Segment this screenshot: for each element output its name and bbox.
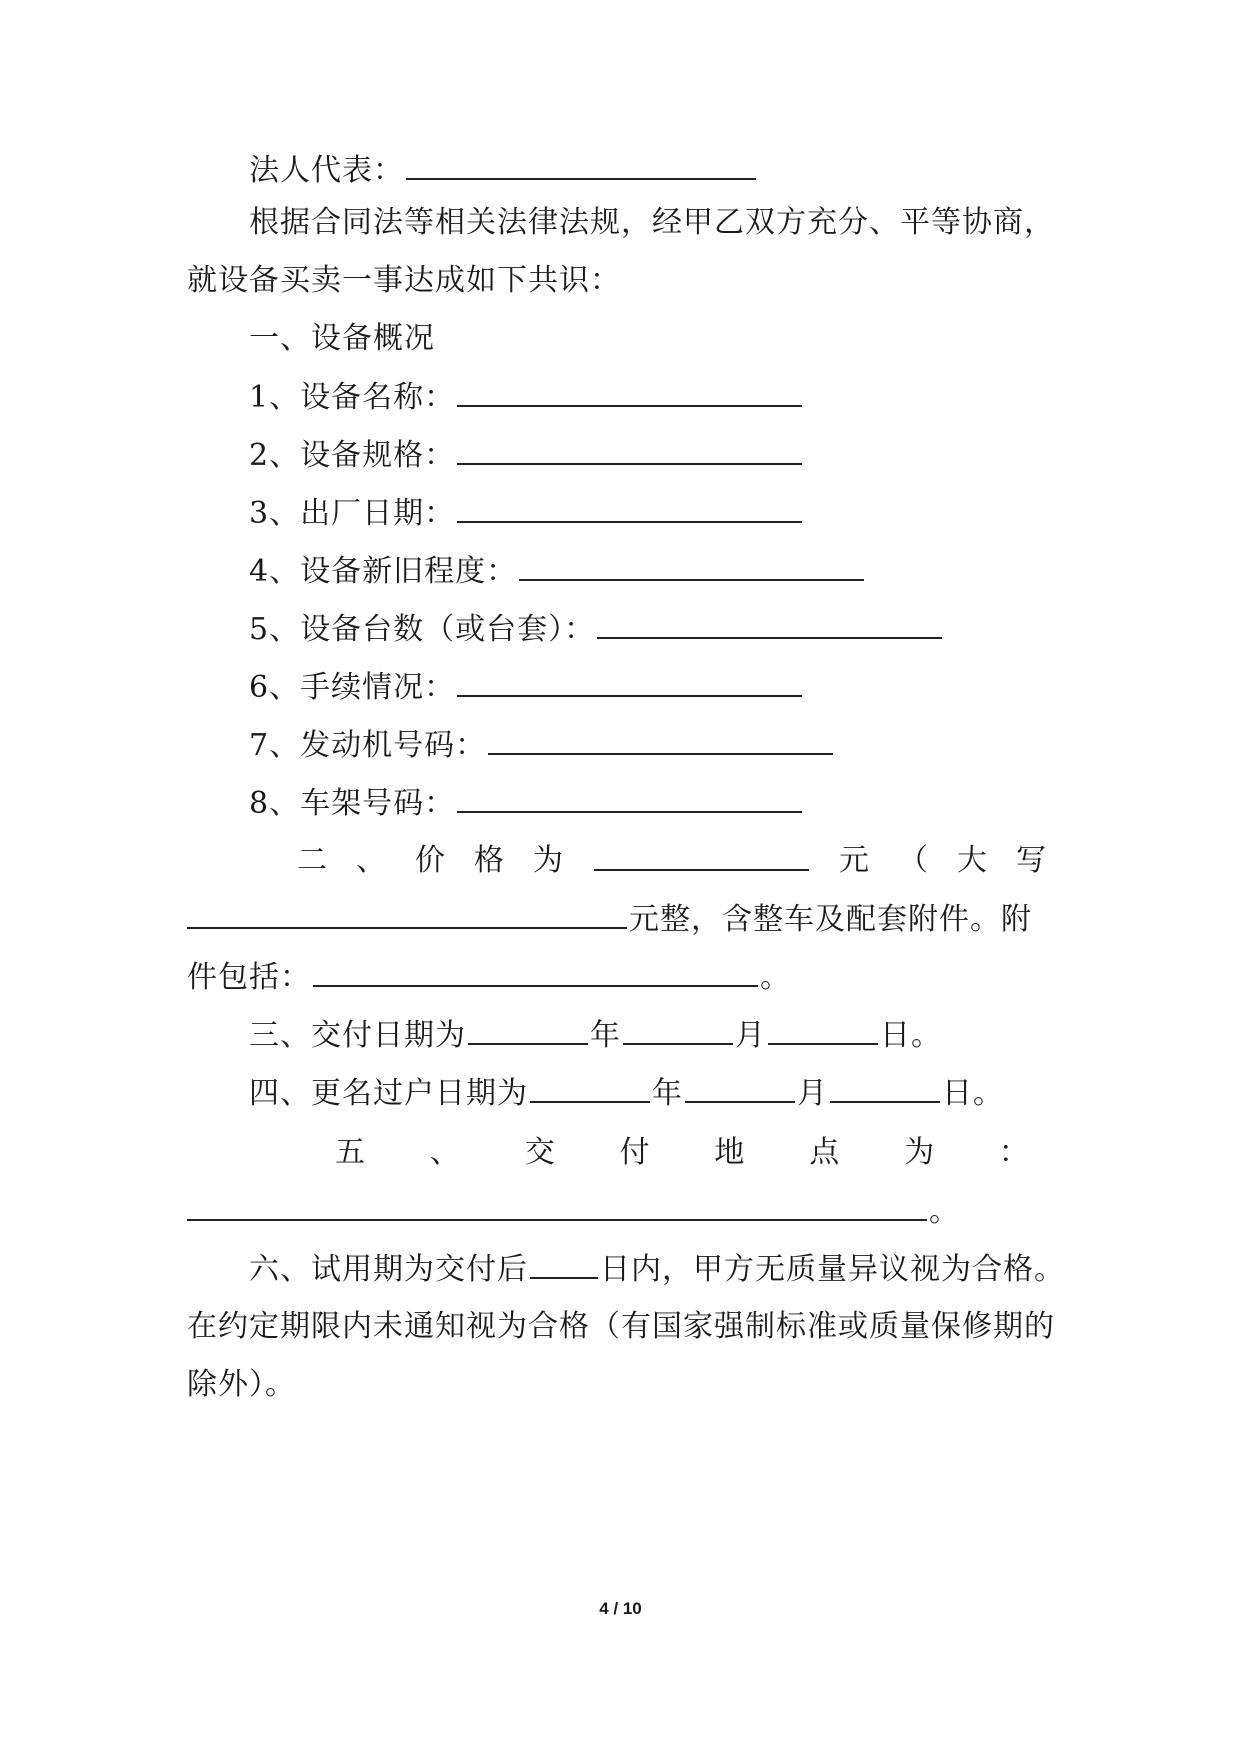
- place-word: ：: [998, 1135, 1030, 1170]
- item-3: [249, 493, 1057, 534]
- day-blank: [830, 1073, 940, 1103]
- transfer-date-label: 四、更名过户日期为: [249, 1076, 528, 1111]
- year-label: 年: [652, 1076, 683, 1111]
- day-blank: [768, 1015, 878, 1045]
- delivery-date-line: [249, 1015, 1057, 1056]
- price-line-3: [187, 957, 1057, 998]
- year-blank: [468, 1015, 588, 1045]
- trial-text: 日内，甲方无质量异议视为合格。: [600, 1252, 1065, 1287]
- item-2: [249, 435, 1057, 476]
- place-line-2: [187, 1191, 1057, 1232]
- item-blank: [457, 493, 802, 523]
- day-label: 日。: [880, 1018, 942, 1053]
- item-5: [249, 609, 1057, 650]
- item-blank: [519, 551, 864, 581]
- trial-label: 六、试用期为交付后: [249, 1252, 528, 1287]
- item-1: [249, 377, 1057, 418]
- price-word: 为: [533, 843, 564, 878]
- item-8: [249, 783, 1057, 824]
- price-word: 格: [474, 843, 505, 878]
- place-word: 点: [809, 1135, 841, 1170]
- place-line-1: [335, 1133, 1030, 1173]
- place-word: 、: [429, 1135, 461, 1170]
- place-word: 为: [904, 1135, 936, 1170]
- item-label: 8、车架号码：: [249, 786, 456, 821]
- price-word: 、: [356, 843, 387, 878]
- place-word: 交: [524, 1135, 556, 1170]
- price-line-2-text: 元整，含整车及配套附件。附: [629, 902, 1032, 937]
- month-label: 月: [797, 1076, 828, 1111]
- month-blank: [685, 1073, 795, 1103]
- price-amount-blank: [594, 841, 809, 871]
- price-word: （: [898, 843, 929, 878]
- item-blank: [597, 609, 942, 639]
- day-label: 日。: [942, 1076, 1004, 1111]
- trial-line-1: [249, 1249, 1065, 1290]
- item-label: 6、手续情况：: [249, 670, 456, 705]
- item-4: [249, 551, 1057, 592]
- item-6: [249, 667, 1057, 708]
- item-label: 4、设备新旧程度：: [249, 554, 518, 589]
- place-word: 地: [714, 1135, 746, 1170]
- price-word: 价: [415, 843, 446, 878]
- price-word: 二: [297, 843, 328, 878]
- price-word: 大: [957, 843, 988, 878]
- period: 。: [929, 1194, 960, 1229]
- transfer-date-line: [249, 1073, 1057, 1114]
- year-label: 年: [590, 1018, 621, 1053]
- attachments-label: 件包括：: [187, 960, 311, 995]
- item-label: 5、设备台数（或台套）：: [249, 612, 596, 647]
- intro-line-2: 就设备买卖一事达成如下共识：: [187, 263, 621, 298]
- item-label: 3、出厂日期：: [249, 496, 456, 531]
- page-number: 4 / 10: [599, 1599, 642, 1618]
- month-blank: [623, 1015, 733, 1045]
- item-label: 2、设备规格：: [249, 438, 456, 473]
- period: 。: [760, 960, 791, 995]
- place-word: 五: [335, 1135, 366, 1170]
- price-capital-blank: [187, 899, 627, 929]
- item-blank: [488, 725, 833, 755]
- price-word: 写: [1016, 843, 1047, 878]
- price-line-1: [297, 841, 1047, 881]
- section-1-title: 一、设备概况: [249, 321, 435, 356]
- item-blank: [457, 783, 802, 813]
- price-line-2: [187, 899, 1057, 940]
- place-word: 付: [619, 1135, 651, 1170]
- trial-line-2: 在约定期限内未通知视为合格（有国家强制标准或质量保修期的: [187, 1309, 1055, 1344]
- item-7: [249, 725, 1057, 766]
- trial-line-3: 除外）。: [187, 1367, 296, 1402]
- legal-rep-blank: [406, 150, 756, 180]
- trial-days-blank: [530, 1249, 598, 1279]
- intro-line-1: 根据合同法等相关法律法规，经甲乙双方充分、平等协商，: [249, 205, 1055, 240]
- item-blank: [457, 435, 802, 465]
- place-blank: [187, 1191, 927, 1221]
- delivery-date-label: 三、交付日期为: [249, 1018, 466, 1053]
- month-label: 月: [735, 1018, 766, 1053]
- attachments-blank: [313, 957, 758, 987]
- item-label: 7、发动机号码：: [249, 728, 487, 763]
- item-blank: [457, 377, 802, 407]
- price-word: 元: [839, 843, 870, 878]
- legal-rep-label: 法人代表：: [249, 153, 404, 188]
- year-blank: [530, 1073, 650, 1103]
- item-label: 1、设备名称：: [249, 380, 456, 415]
- item-blank: [457, 667, 802, 697]
- legal-rep-line: [249, 150, 1057, 191]
